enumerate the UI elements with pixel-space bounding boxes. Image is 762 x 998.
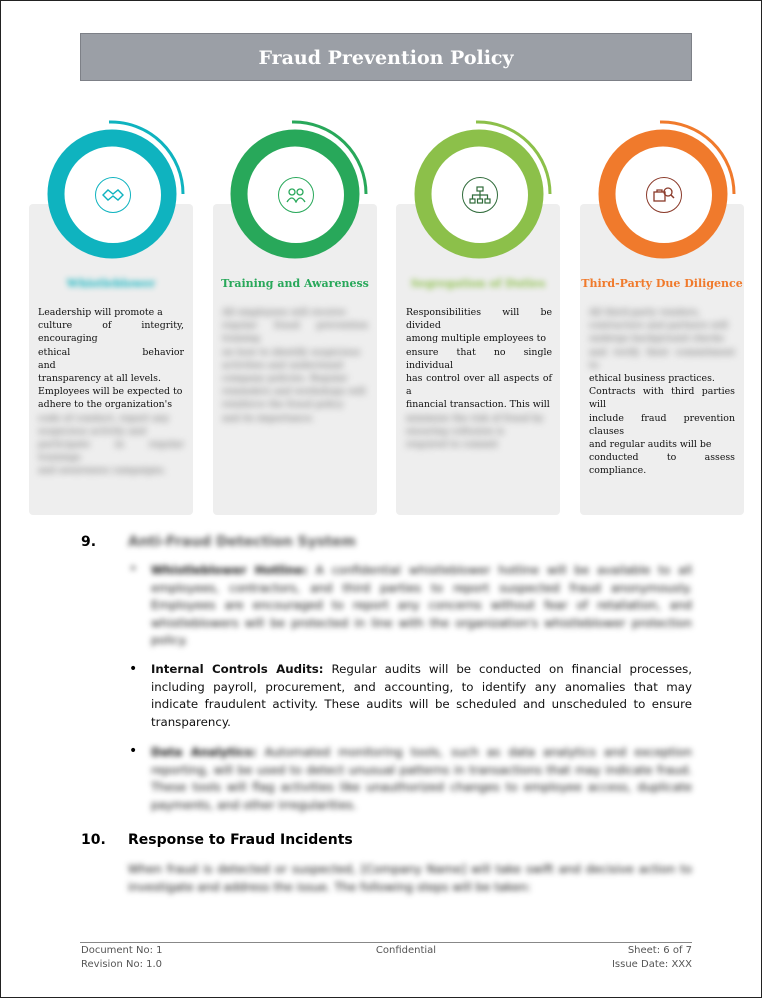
section-10-text: When fraud is detected or suspected, [Company Name] will take swift and decisive action to investigate and address the issue. The following steps will be taken:: [128, 862, 692, 894]
card-4-blurred-line: and verify their commitment to: [589, 346, 735, 371]
footer-rev-no: Revision No: 1.0: [81, 959, 163, 970]
card-3-line: financial transaction. This will: [406, 399, 550, 411]
card-4-title: Third-Party Due Diligence: [581, 277, 743, 290]
card-4-line: and regular audits will be: [589, 439, 712, 451]
card-4-line: conducted to assess compliance.: [589, 452, 735, 477]
bullet-1-text: [151, 562, 692, 650]
card-4-body: [589, 306, 735, 478]
section-10-title: Response to Fraud Incidents: [128, 832, 353, 848]
card-2-blurred-line: All employees will receive: [222, 307, 346, 318]
card-1-blurred-line: participate in regular trainings: [38, 439, 184, 464]
card-4-line: include fraud prevention clauses: [589, 412, 735, 437]
card-2-blurred-line: and its importance.: [222, 412, 315, 424]
bullet-2-heading: Internal Controls Audits:: [151, 662, 324, 676]
card-2-blurred-line: reminders and workshops will: [222, 386, 366, 398]
footer-divider: [80, 942, 692, 943]
bullet-2-body: Regular audits will be conducted on financial processes, including payroll, procurement, and accounting, to identify any anomalies that may indicate fraudulent activity. These audits will be scheduled and unscheduled to ensure transparency.: [151, 662, 692, 729]
footer-sheet: Sheet: 6 of 7: [627, 945, 692, 956]
bullet-3-text: [151, 744, 692, 814]
briefcase-search-icon: [646, 177, 682, 213]
card-3-line: ensure that no single individual: [406, 346, 552, 371]
card-1-body: [38, 306, 184, 478]
card-2-ring: [230, 119, 378, 267]
card-4-ring: [598, 119, 746, 267]
card-3-title: Segregation of Duties: [410, 277, 546, 290]
people-icon: [278, 177, 314, 213]
card-4-line: Contracts with third parties will: [589, 386, 735, 411]
card-3-line: Responsibilities will be divided: [406, 307, 552, 332]
card-4-blurred-line: contractors and partners will: [589, 320, 729, 332]
footer-issue-date: Issue Date: XXX: [611, 959, 692, 970]
footer-confidential: Confidential: [375, 945, 437, 956]
card-3-line: has control over all aspects of a: [406, 373, 552, 398]
card-3-blurred-line: required to commit: [406, 439, 498, 451]
card-1-line: transparency at all levels.: [38, 373, 161, 385]
card-2-body: [222, 306, 368, 425]
card-1-title: Whistleblower: [66, 277, 156, 290]
section-10-number: 10.: [81, 832, 106, 848]
bullet-1-marker: •: [129, 561, 138, 577]
card-1-line: ethical behavior and: [38, 346, 184, 371]
card-3-body: [406, 306, 552, 451]
bullet-2-text: [151, 661, 692, 731]
card-1-line: culture of integrity, encouraging: [38, 320, 184, 345]
card-1-line: adhere to the organization's: [38, 399, 173, 411]
card-1-blurred-line: and awareness campaigns.: [38, 465, 167, 477]
section-9-title: Anti-Fraud Detection System: [128, 534, 356, 550]
bullet-1-heading: Whistleblower Hotline:: [151, 563, 308, 577]
card-3-blurred-line: minimize the risk of fraud by: [406, 412, 544, 424]
card-1-line: Leadership will promote a: [38, 307, 163, 318]
card-2-blurred-line: reinforce the fraud policy: [222, 399, 344, 411]
card-1-blurred-line: code of conduct, report any: [38, 412, 170, 424]
handshake-icon: [95, 177, 131, 213]
card-2-blurred-line: on how to identify suspicious: [222, 346, 361, 358]
card-3-ring: [414, 119, 562, 267]
card-3-blurred-line: ensuring collusion is: [406, 425, 505, 437]
section-9-number: 9.: [81, 534, 97, 550]
footer-doc-no: Document No: 1: [81, 945, 163, 956]
page-title: Fraud Prevention Policy: [80, 33, 692, 81]
card-3-line: among multiple employees to: [406, 333, 547, 345]
card-4-blurred-line: undergo background checks: [589, 333, 725, 345]
bullet-3-body: Automated monitoring tools, such as data analytics and exception reporting, will be used to detect unusual patterns in transactions that may indicate fraud. These tools will flag activities like unauthorized changes to employee access, duplicate payments, and other irregularities.: [151, 745, 692, 812]
bullet-2-marker: •: [129, 661, 138, 677]
card-1-blurred-line: suspicious activity and: [38, 425, 146, 437]
card-1-ring: [47, 119, 195, 267]
hierarchy-icon: [462, 177, 498, 213]
card-4-line: ethical business practices.: [589, 373, 715, 385]
bullet-3-heading: Data Analytics:: [151, 745, 257, 759]
card-4-blurred-line: All third-party vendors,: [589, 307, 701, 318]
card-2-blurred-line: activities and understand: [222, 359, 343, 371]
bullet-1-body: A confidential whistleblower hotline will be available to all employees, contractors, and third parties to report suspected fraud anonymously. Employees are encouraged to report any concerns without fear of retaliation, and whistleblowers will be protected in line with the organization's whistleblower protection policy.: [151, 563, 693, 647]
card-2-blurred-line: regular fraud prevention training: [222, 320, 368, 345]
card-1-line: Employees will be expected to: [38, 386, 183, 398]
card-2-title: Training and Awareness: [221, 277, 369, 290]
bullet-3-marker: •: [129, 743, 138, 759]
card-2-blurred-line: company policies. Regular: [222, 373, 348, 385]
